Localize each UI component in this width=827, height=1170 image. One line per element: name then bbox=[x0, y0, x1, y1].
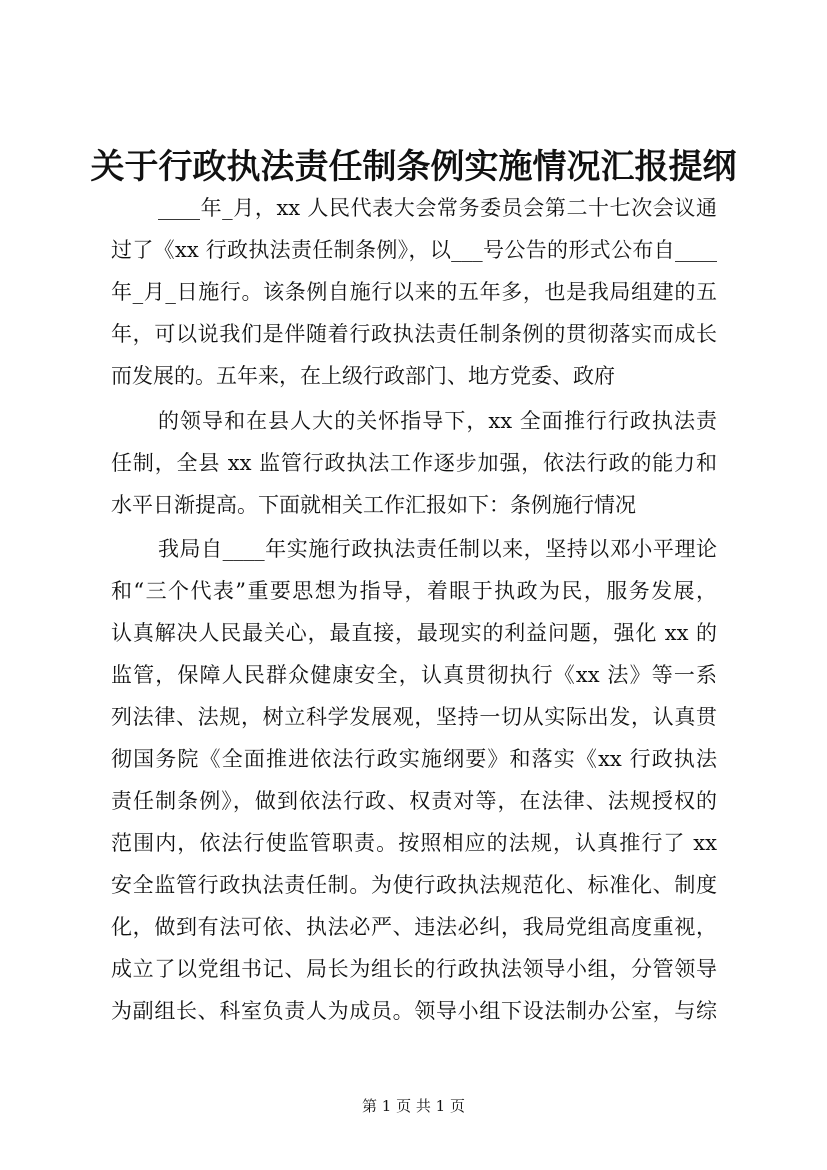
text-line: 认真解决人民最关心，最直接，最现实的利益问题，强化 xx 的 bbox=[111, 621, 717, 645]
document-title: 关于行政执法责任制条例实施情况汇报提纲 bbox=[90, 147, 737, 187]
text-line: 责任制条例》，做到依法行政、权责对等，在法律、法规授权的 bbox=[111, 789, 717, 813]
text-line: 年，可以说我们是伴随着行政执法责任制条例的贯彻落实而成长 bbox=[111, 322, 717, 346]
text-line: 的领导和在县人大的关怀指导下，xx 全面推行行政执法责 bbox=[158, 409, 717, 433]
text-line: ____年_月，xx 人民代表大会常务委员会第二十七次会议通 bbox=[158, 196, 717, 220]
text-line: 彻国务院《全面推进依法行政实施纲要》和落实《xx 行政执法 bbox=[111, 747, 717, 771]
text-line: 年_月_日施行。该条例自施行以来的五年多，也是我局组建的五 bbox=[111, 280, 717, 304]
page-footer: 第 1 页 共 1 页 bbox=[362, 1097, 465, 1115]
text-line: 过了《xx 行政执法责任制条例》，以___号公告的形式公布自____ bbox=[111, 238, 717, 262]
text-line: 任制，全县 xx 监管行政执法工作逐步加强，依法行政的能力和 bbox=[111, 451, 717, 475]
text-line: 而发展的。五年来，在上级行政部门、地方党委、政府 bbox=[111, 364, 615, 388]
text-line: 列法律、法规，树立科学发展观，坚持一切从实际出发，认真贯 bbox=[111, 705, 717, 729]
text-line: 监管，保障人民群众健康安全，认真贯彻执行《xx 法》等一系 bbox=[111, 663, 717, 687]
text-line: 范围内，依法行使监管职责。按照相应的法规，认真推行了 xx bbox=[111, 831, 717, 855]
text-line: 安全监管行政执法责任制。为使行政执法规范化、标准化、制度 bbox=[111, 873, 717, 897]
text-line: 化，做到有法可依、执法必严、违法必纠，我局党组高度重视， bbox=[111, 915, 717, 939]
text-line: 和“三个代表”重要思想为指导，着眼于执政为民，服务发展， bbox=[111, 579, 717, 603]
text-line: 为副组长、科室负责人为成员。领导小组下设法制办公室，与综 bbox=[111, 999, 717, 1023]
text-line: 成立了以党组书记、局长为组长的行政执法领导小组，分管领导 bbox=[111, 957, 717, 981]
text-line: 水平日渐提高。下面就相关工作汇报如下：条例施行情况 bbox=[111, 493, 636, 517]
text-line: 我局自____年实施行政执法责任制以来，坚持以邓小平理论 bbox=[158, 537, 717, 561]
